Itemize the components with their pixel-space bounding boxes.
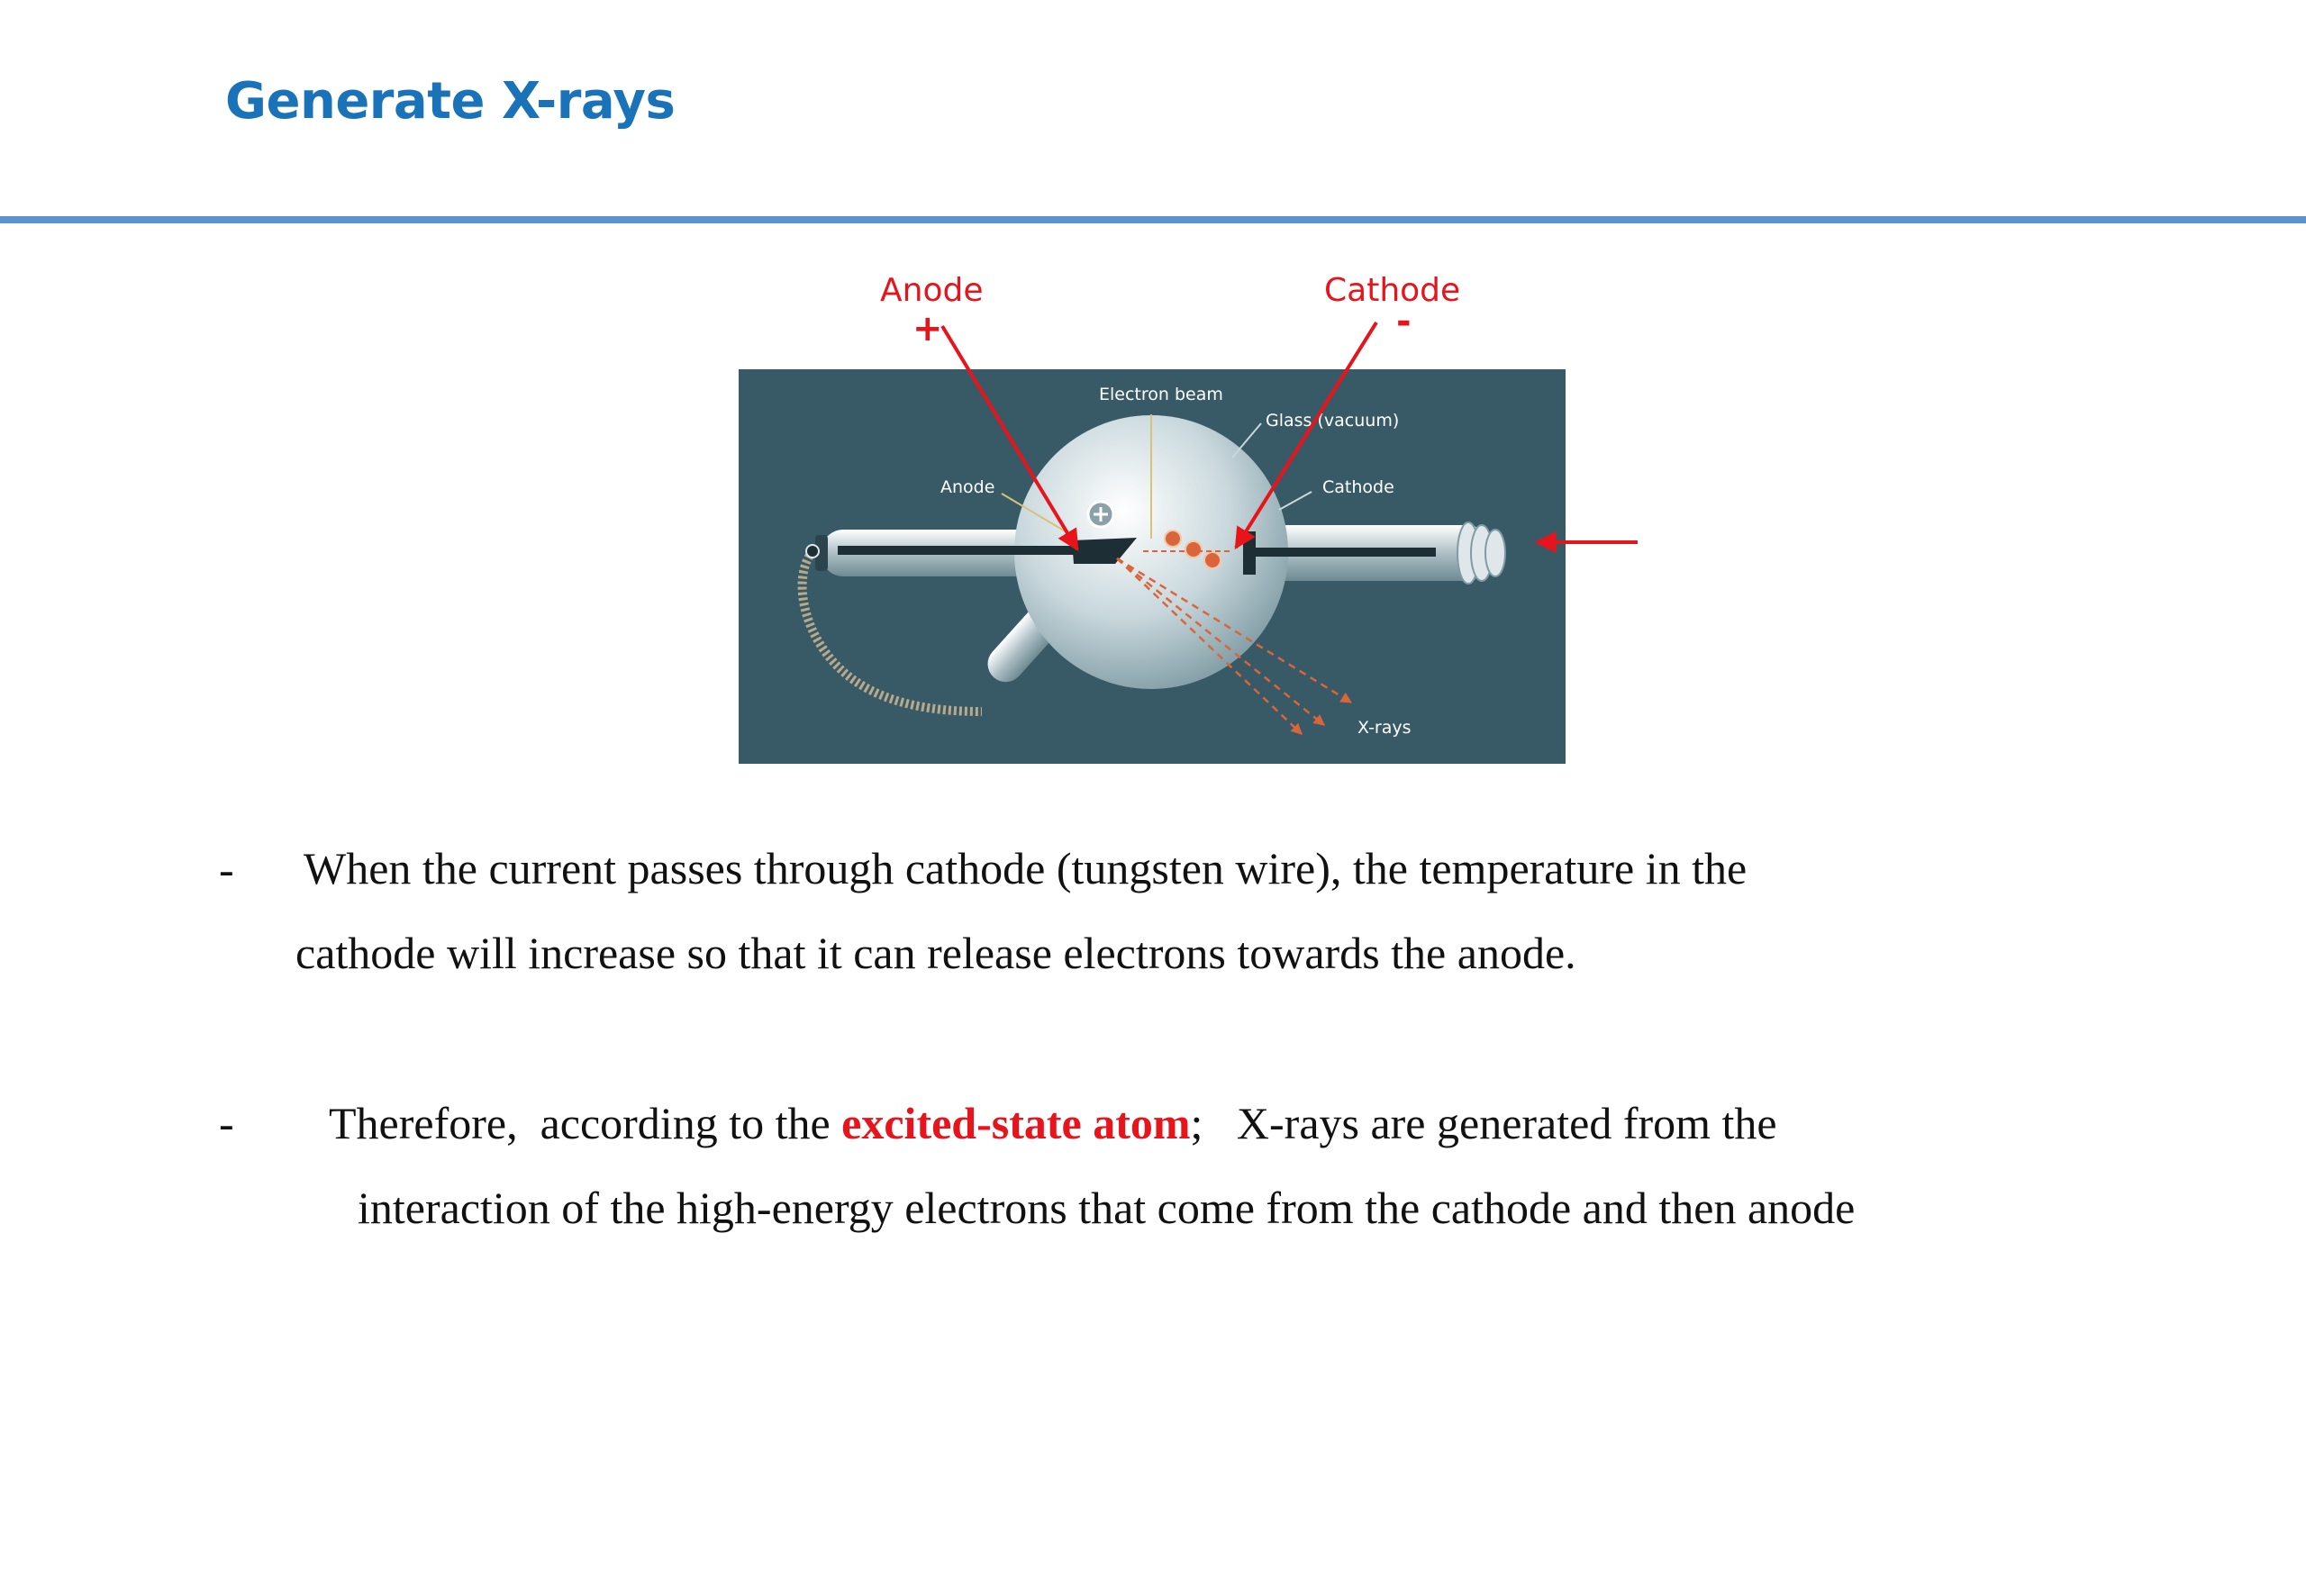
label-xrays: X-rays [1357,718,1412,738]
bullet-marker-2: - [219,1098,234,1148]
cathode-block [1243,531,1256,575]
bullet-2-text-pre: Therefore, according to the [329,1098,842,1148]
anode-rod [838,546,1081,555]
label-glass-vacuum: Glass (vacuum) [1266,411,1400,431]
bullet-1-line-2: cathode will increase so that it can release electrons towards the anode. [295,928,1576,978]
bullet-marker-1: - [219,844,234,894]
anode-annotation: Anode [880,272,984,309]
label-cathode-inner: Cathode [1322,477,1394,497]
excited-state-atom-highlight: excited-state atom [841,1098,1191,1148]
lamp-threads [1457,522,1505,584]
anode-plus-sign: + [912,308,943,349]
cathode-minus-sign: - [1396,301,1412,342]
cathode-annotation: Cathode [1324,272,1461,309]
bullet-2-line-1 [329,1081,1777,1165]
label-electron-beam: Electron beam [1099,385,1223,404]
slide-title: Generate X-rays [225,72,676,131]
bullet-2-text-post: ; X-rays are generated from the [1190,1098,1777,1148]
bullet-2-line-2: interaction of the high-energy electrons that come from the cathode and then anode [358,1183,1856,1233]
bullet-1-line-1: When the current passes through cathode (tungsten wire), the temperature in the [304,843,1748,893]
label-anode-inner: Anode [940,477,995,497]
